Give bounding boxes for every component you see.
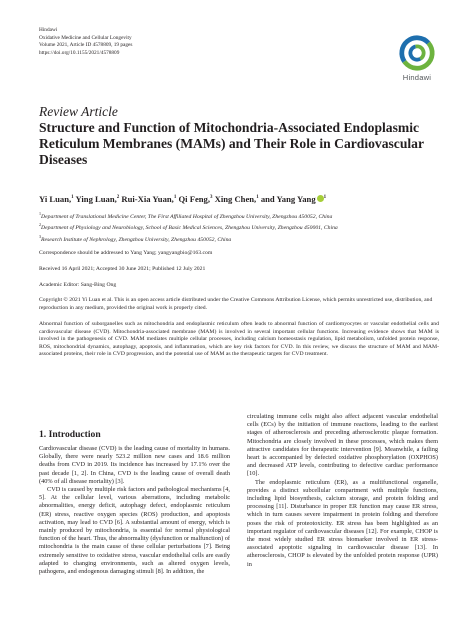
author-name: and Yang Yang (260, 194, 316, 204)
author-name: Qi Feng, (178, 194, 210, 204)
author-affiliation-marker: 2 (116, 195, 120, 201)
author-name: Xing Chen, (214, 194, 257, 204)
author-affiliation-marker: 1 (323, 195, 327, 201)
author-name: Yi Luan, (39, 194, 72, 204)
affiliation-marker: 3 (39, 233, 41, 239)
abstract: Abnormal function of suborganelles such as mitochondria and endoplasmic reticulum often leads to abnormal function of cardiomyocytes or vascular endothelial cells and cardiovascular disease (CVD). Mitochondria-associated membrane (MAM) is involved in several important cellular functions. Increasing evidence shows that MAM is involved in the pathogenesis of CVD. MAM mediates multiple cellular processes, including calcium homeostasis regulation, lipid metabolism, unfolded protein response, ROS, mitochondrial dynamics, autophagy, apoptosis, and inflammation, which are key risk factors for CVD. In this review, we discuss the structure of MAM and MAM-associated proteins, their role in CVD progression, and the potential use of MAM as the therapeutic targets for CVD treatment. (39, 321, 439, 358)
journal-name: Oxidative Medicine and Cellular Longevity (39, 34, 132, 41)
body-paragraph: circulating immune cells might also affect adjacent vascular endothelial cells (ECs) by the initiation of immune reactions, leading to the earliest stages of atherosclerosis and preceding atherosclerotic plaque formation. Mitochondria are closely involved in these processes, which makes them attractive candidates for therapeutic intervention [9]. Meanwhile, a failing heart is accompanied by defected oxidative phosphorylation (OXPHOS) and decreased ATP levels, contributing to defective cardiac performance [10]. (247, 413, 438, 478)
hindawi-logo (396, 34, 438, 82)
affiliations (39, 210, 338, 244)
logo-wordmark: Hindawi (402, 73, 432, 82)
body-column-right (247, 413, 438, 569)
body-paragraph: CVD is caused by multiple risk factors and pathological mechanisms [4, 5]. At the cellular level, various aberrations, including metabolic abnormalities, energy deficit, autophagy defect, endoplasmic reticulum (ER) stress, reactive oxygen species (ROS) production, and apoptosis activation, may lead to CVD [6]. A substantial amount of energy, which is mainly produced by mitochondria, is essential for normal physiological function of the heart. Thus, the abnormality (dysfunction or malfunction) of mitochondria is the main cause of these cellular perturbations [7]. Being extremely sensitive to oxidative stress, vascular endothelial cells are easily adapted to changing environments, such as altered oxygen levels, pathogens, and endogenous damaging stimuli [8]. In addition, the (39, 486, 230, 576)
affiliation-text: Department of Physiology and Neurobiology, School of Basic Medical Sciences, Zhengzhou University, Zhengzhou 450001, China (41, 225, 338, 232)
affiliation-text: Department of Translational Medicine Center, The First Affiliated Hospital of Zhengzhou University, Zhengzhou 450052, China (41, 213, 333, 220)
academic-editor: Academic Editor: Sang-Bing Ong (39, 282, 117, 288)
orcid-icon[interactable] (317, 195, 324, 202)
author-affiliation-marker: 1 (71, 195, 74, 201)
publication-info (39, 27, 132, 57)
author-name: Rui-Xia Yuan, (121, 194, 174, 204)
article-type: Review Article (39, 104, 118, 119)
publisher-name: Hindawi (39, 27, 58, 33)
body-paragraph: The endoplasmic reticulum (ER), as a multifunctional organelle, provides a distinct subcellular compartment with multiple functions, including lipid biosynthesis, calcium storage, and protein folding and processing [11]. Disturbance in proper ER function may cause ER stress, which in turn causes severe impairment in protein folding and therefore poses the risk of proteotoxicity. ER stress has been highlighted as an important regulator of cardiovascular diseases [12]. For example, CHOP is the most widely studied ER stress biomarker involved in ER stress-associated apoptotic signaling in cardiovascular disease [13]. In atherosclerosis, CHOP is elevated by the unfolded protein response (UPR) in (247, 478, 438, 568)
affiliation-text: Research Institute of Nephrology, Zhengzhou University, Zhengzhou 450052, China (41, 236, 232, 243)
body-column-left (39, 445, 230, 576)
author-affiliation-marker: 1 (256, 195, 259, 201)
correspondence: Correspondence should be addressed to Yang Yang; yangyangbio@163.com (39, 250, 213, 256)
article-dates: Received 16 April 2021; Accepted 30 June 2021; Published 12 July 2021 (39, 266, 206, 272)
body-paragraph: Cardiovascular disease (CVD) is the leading cause of mortality in humans. Globally, there were nearly 523.2 million new cases and 18.6 million deaths from CVD in 2019. Its incidence has increased by 17.1% over the past decade [1, 2]. In China, CVD is the leading cause of overall death (40% of all disease mortality) [3]. (39, 445, 230, 485)
doi-link[interactable]: https://doi.org/10.1155/2021/4578809 (39, 49, 120, 56)
affiliation-item (39, 233, 338, 244)
author-affiliation-marker: 3 (209, 195, 213, 201)
author-list (39, 194, 326, 204)
affiliation-item (39, 221, 338, 232)
hindawi-logo-icon (398, 34, 436, 72)
section-heading: 1. Introduction (39, 429, 101, 440)
author-affiliation-marker: 1 (173, 195, 177, 201)
affiliation-item (39, 210, 338, 221)
copyright-notice: Copyright © 2021 Yi Luan et al. This is an open access article distributed under the Creative Commons Attribution License, which permits unrestricted use, distribution, and reproduction in any medium, provided the original work is properly cited. (39, 297, 433, 311)
article-title: Structure and Function of Mitochondria-Associated Endoplasmic Reticulum Membranes (MAMs) and Their Role in Cardiovascular Diseases (39, 120, 424, 167)
author-name: Ying Luan, (75, 194, 117, 204)
affiliation-marker: 1 (39, 211, 41, 216)
volume-info: Volume 2021, Article ID 4578809, 19 pages (39, 42, 133, 49)
affiliation-marker: 2 (39, 222, 41, 228)
